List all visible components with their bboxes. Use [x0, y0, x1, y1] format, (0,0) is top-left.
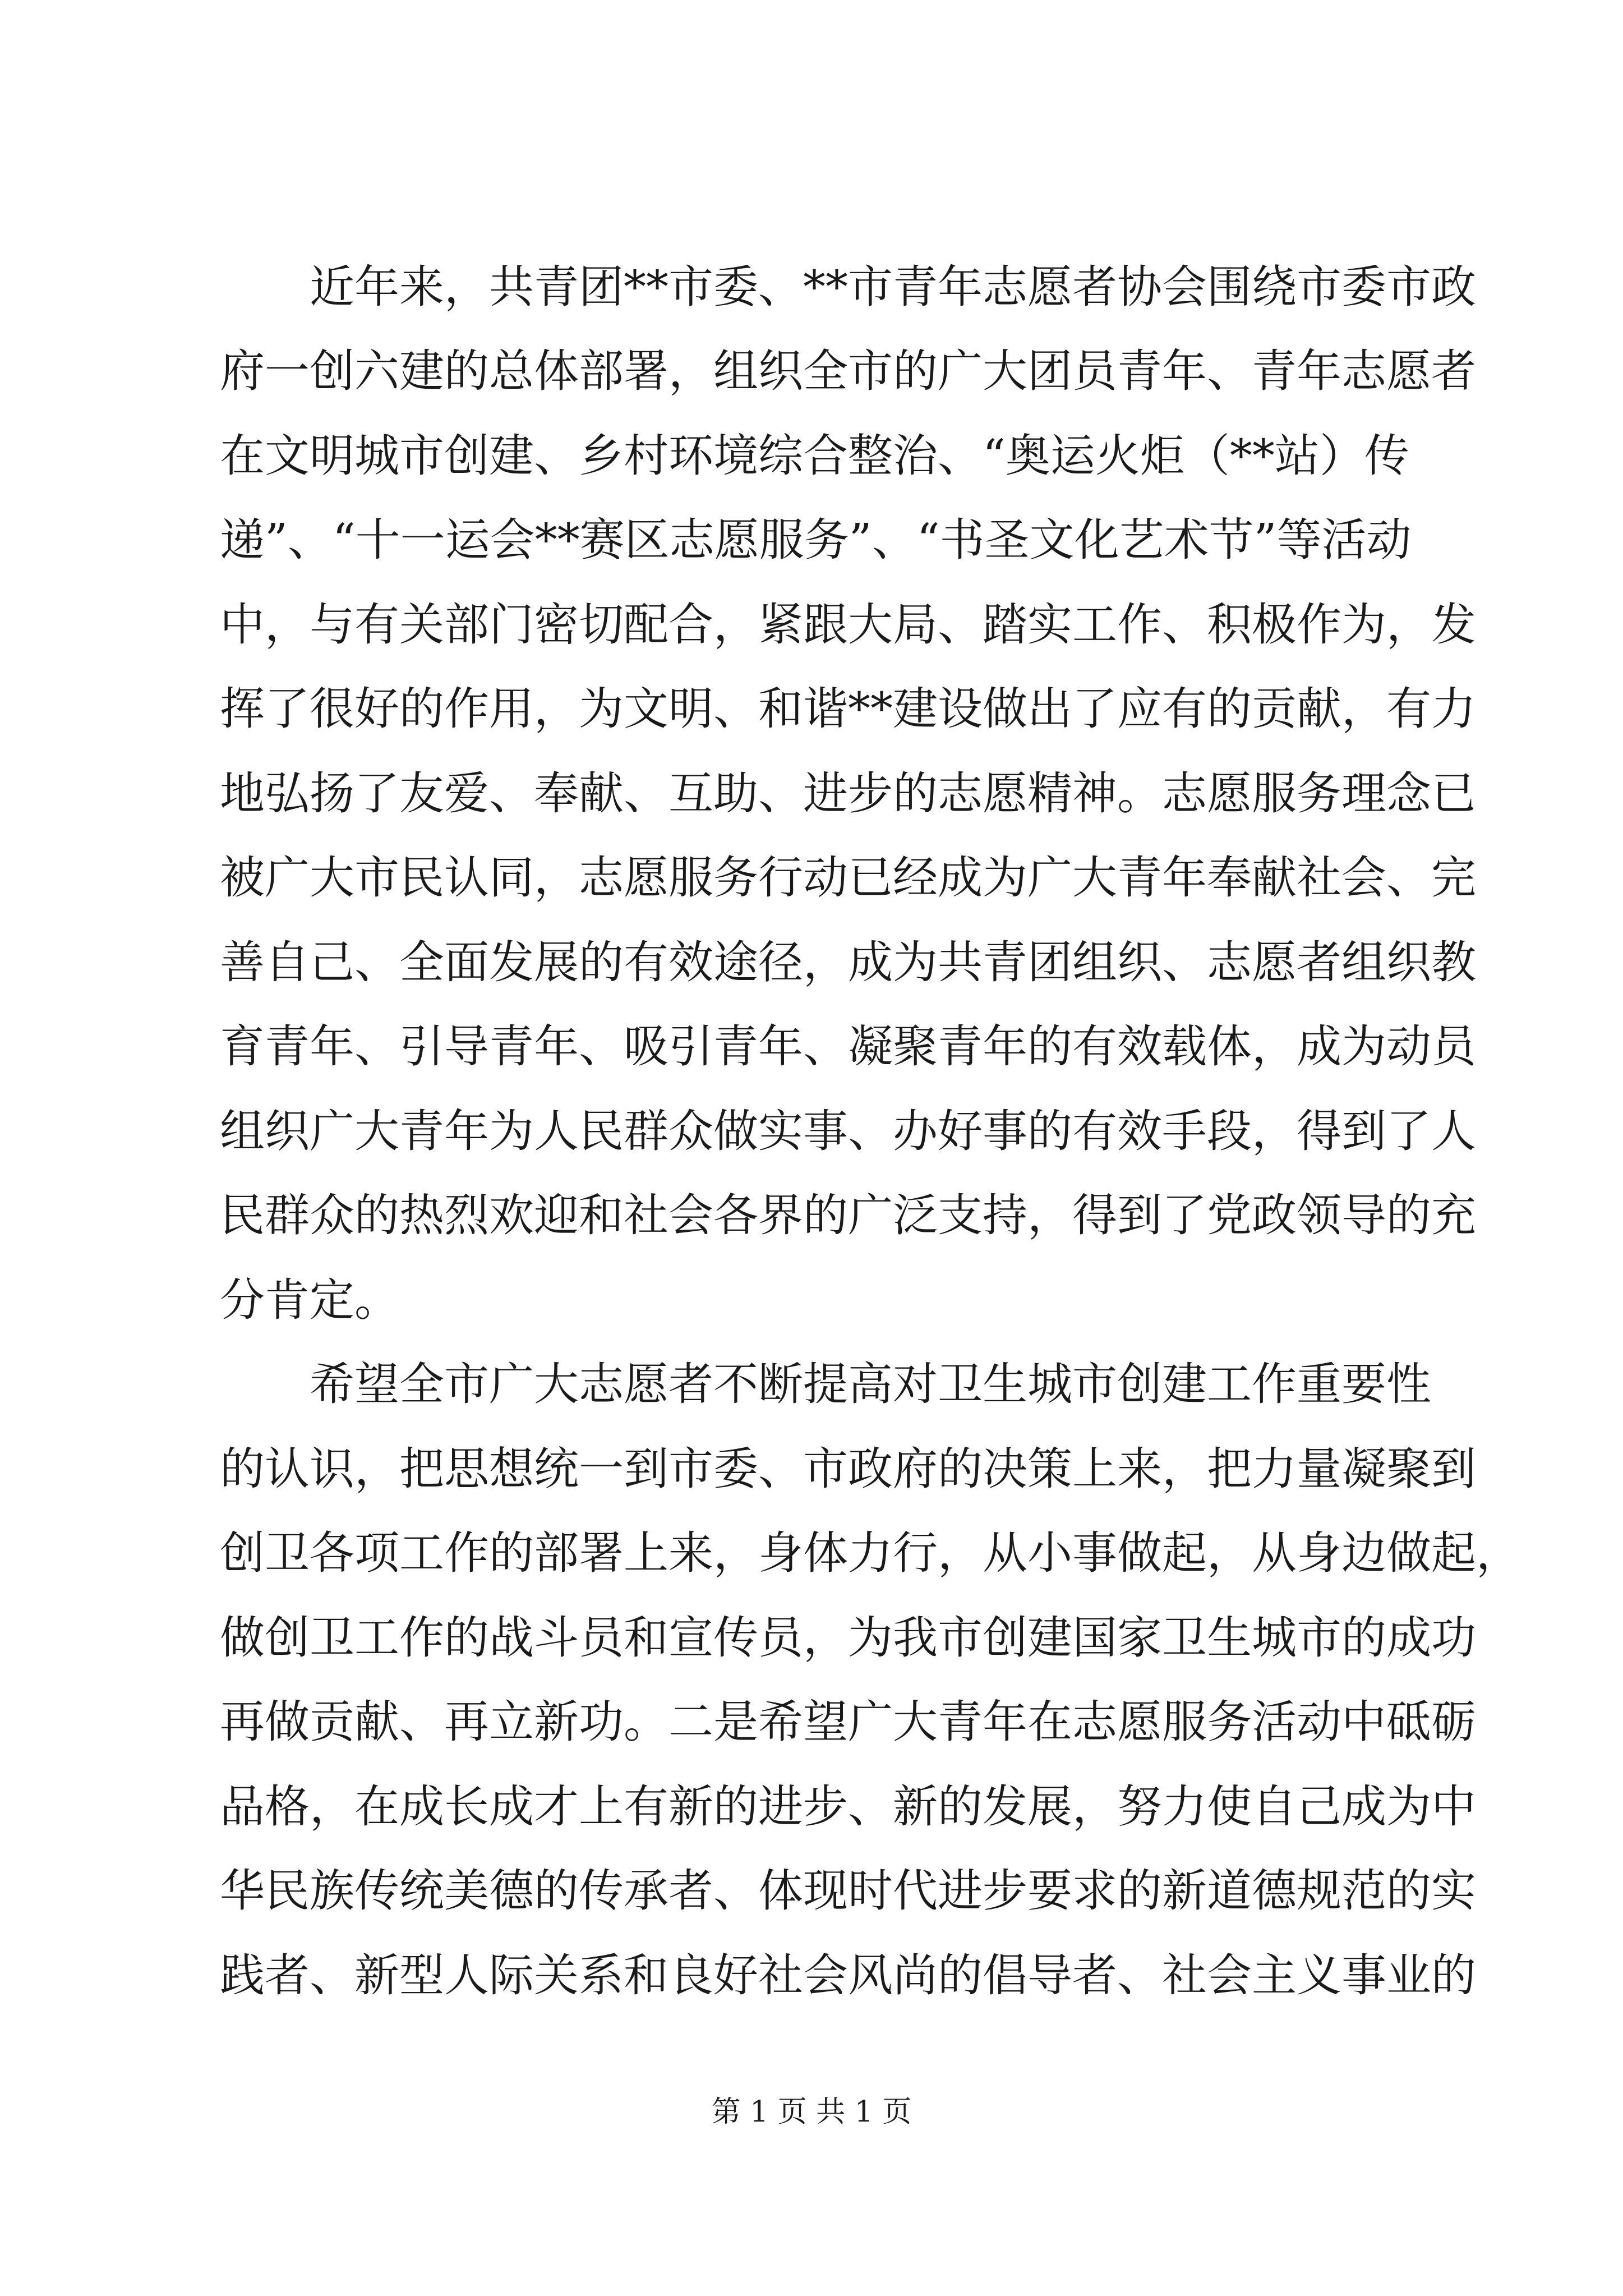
paragraph-2-line-5: 再做贡献、再立新功。二是希望广大青年在志愿服务活动中砥砺	[220, 1696, 1476, 1748]
paragraph-1-line-11: 组织广大青年为人民群众做实事、办好事的有效手段，得到了人	[220, 1105, 1476, 1157]
paragraph-1-line-12: 民群众的热烈欢迎和社会各界的广泛支持，得到了党政领导的充	[220, 1189, 1476, 1241]
paragraph-2-line-2: 的认识，把思想统一到市委、市政府的决策上来，把力量凝聚到	[220, 1443, 1476, 1495]
paragraph-2-line-4: 做创卫工作的战斗员和宣传员，为我市创建国家卫生城市的成功	[220, 1612, 1476, 1664]
paragraph-1-line-10: 育青年、引导青年、吸引青年、凝聚青年的有效载体，成为动员	[220, 1020, 1476, 1073]
paragraph-1-line-2: 府一创六建的总体部署，组织全市的广大团员青年、青年志愿者	[220, 345, 1476, 397]
paragraph-2-line-3: 创卫各项工作的部署上来，身体力行，从小事做起，从身边做起，	[220, 1527, 1521, 1579]
paragraph-2-line-1: 希望全市广大志愿者不断提高对卫生城市创建工作重要性	[310, 1358, 1431, 1410]
paragraph-1-line-7: 地弘扬了友爱、奉献、互助、进步的志愿精神。志愿服务理念已	[220, 767, 1476, 820]
paragraph-1-line-6: 挥了很好的作用，为文明、和谐**建设做出了应有的贡献，有力	[220, 683, 1476, 735]
paragraph-2-line-8: 践者、新型人际关系和良好社会风尚的倡导者、社会主义事业的	[220, 1949, 1476, 2001]
page-number-label: 第 1 页 共 1 页	[711, 2095, 912, 2129]
paragraph-1-line-3: 在文明城市创建、乡村环境综合整治、“奥运火炬（**站）传	[220, 430, 1409, 482]
paragraph-1-line-8: 被广大市民认同，志愿服务行动已经成为广大青年奉献社会、完	[220, 852, 1476, 904]
paragraph-2-line-7: 华民族传统美德的传承者、体现时代进步要求的新道德规范的实	[220, 1865, 1476, 1917]
paragraph-1-line-4: 递”、“十一运会**赛区志愿服务”、“书圣文化艺术节”等活动	[220, 514, 1412, 566]
paragraph-1-line-1: 近年来，共青团**市委、**市青年志愿者协会围绕市委市政	[310, 261, 1476, 313]
paragraph-1-line-5: 中，与有关部门密切配合，紧跟大局、踏实工作、积极作为，发	[220, 599, 1476, 651]
paragraph-2-line-6: 品格，在成长成才上有新的进步、新的发展，努力使自己成为中	[220, 1780, 1476, 1833]
page-footer	[0, 2090, 1623, 2134]
paragraph-1-line-13: 分肯定。	[220, 1274, 399, 1326]
paragraph-1-line-9: 善自己、全面发展的有效途径，成为共青团组织、志愿者组织教	[220, 936, 1476, 988]
